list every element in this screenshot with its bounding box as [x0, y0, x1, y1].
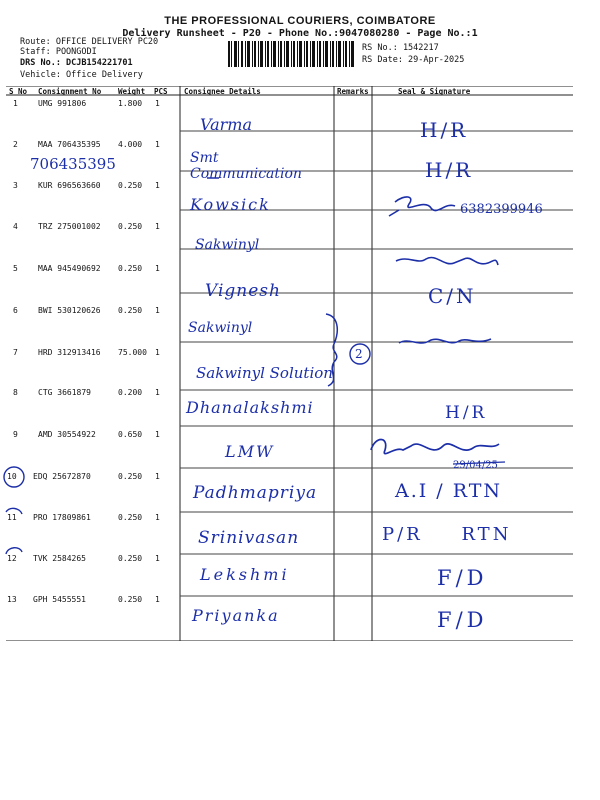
col-header-consignee: Consignee Details [184, 87, 261, 96]
staff-label: Staff: POONGODI [20, 47, 97, 57]
consignee-handwritten: Srinivasan [198, 528, 300, 548]
seal-phone-note: 6382399946 [460, 202, 543, 217]
row-weight: 0.250 [118, 595, 143, 604]
row-sno: 3 [13, 181, 18, 190]
row-consignment: CTG 3661879 [38, 388, 91, 397]
row-pcs: 1 [155, 306, 160, 315]
row-pcs: 1 [155, 348, 160, 357]
row-pcs: 1 [155, 554, 160, 563]
row-consignment: MAA 706435395 [38, 140, 101, 149]
row-pcs: 1 [155, 513, 160, 522]
consignee-handwritten: Lekshmi [200, 565, 290, 584]
handwritten-number-note: 706435395 [30, 155, 116, 173]
row-weight: 1.800 [118, 99, 143, 108]
row-consignment: PRO 17809861 [33, 513, 91, 522]
row-pcs: 1 [155, 181, 160, 190]
consignee-handwritten: Sakwinyl [188, 320, 253, 336]
seal-status: F/D [437, 608, 488, 632]
consignee-handwritten: Smt Communication [190, 150, 302, 182]
row-weight: 0.650 [118, 430, 143, 439]
row-consignment: EDQ 25672870 [33, 472, 91, 481]
consignee-handwritten: Varma [200, 115, 252, 134]
route-label: Route: OFFICE DELIVERY PC20 [20, 37, 159, 47]
bracket-annotation [320, 310, 380, 390]
row-consignment: MAA 945490692 [38, 264, 101, 273]
row-weight: 0.250 [118, 181, 143, 190]
consignee-handwritten: Kowsick [190, 195, 271, 214]
row-sno: 1 [13, 99, 18, 108]
circled-serial-marks [2, 462, 28, 572]
consignee-handwritten: Sakwinyl Solution [196, 364, 333, 382]
row-pcs: 1 [155, 264, 160, 273]
vehicle-label: Vehicle: Office Delivery [20, 70, 143, 80]
row-consignment: UMG 991806 [38, 99, 87, 108]
row-consignment: TRZ 275001002 [38, 222, 101, 231]
seal-status: H/R [420, 118, 469, 142]
col-header-seal: Seal & Signature [398, 87, 471, 96]
col-header-consignment: Consignment No [38, 87, 102, 96]
row-pcs: 1 [155, 430, 160, 439]
runsheet-subtitle: Delivery Runsheet - P20 - Phone No.:9047080280 - Page No.:1 [122, 28, 478, 39]
signature-scribble [365, 428, 515, 468]
row-pcs: 1 [155, 388, 160, 397]
row-consignment: BWI 530120626 [38, 306, 101, 315]
signature-scribble [385, 190, 465, 224]
row-weight: 0.250 [118, 264, 143, 273]
row-pcs: 1 [155, 222, 160, 231]
signature-scribble [392, 245, 502, 275]
seal-status: H/R [445, 403, 488, 423]
row-sno: 12 [7, 554, 17, 563]
row-pcs: 1 [155, 99, 160, 108]
seal-status: P/R RTN [382, 524, 512, 545]
row-weight: 0.250 [118, 306, 143, 315]
row-consignment: TVK 2584265 [33, 554, 86, 563]
row-weight: 0.250 [118, 472, 143, 481]
row-sno: 7 [13, 348, 18, 357]
row-pcs: 1 [155, 472, 160, 481]
row-weight: 0.200 [118, 388, 143, 397]
barcode [228, 41, 356, 67]
row-pcs: 1 [155, 595, 160, 604]
row-weight: 0.250 [118, 513, 143, 522]
company-title: THE PROFESSIONAL COURIERS, COIMBATORE [164, 15, 436, 27]
seal-status: A.I / RTN [395, 480, 503, 502]
row-consignment: GPH 5455551 [33, 595, 86, 604]
consignee-handwritten: Padhmapriya [193, 483, 318, 503]
seal-status: F/D [437, 566, 488, 590]
consignee-handwritten: Vignesh [205, 281, 281, 301]
row-weight: 0.250 [118, 222, 143, 231]
row-sno: 6 [13, 306, 18, 315]
signature-scribble [395, 325, 495, 355]
col-header-pcs: PCS [154, 87, 168, 96]
row-sno: 13 [7, 595, 17, 604]
seal-status: C/N [428, 284, 477, 308]
col-header-remarks: Remarks [337, 87, 369, 96]
row-sno: 8 [13, 388, 18, 397]
rs-number: RS No.: 1542217 [362, 43, 439, 53]
row-consignment: HRD 312913416 [38, 348, 101, 357]
row-sno: 5 [13, 264, 18, 273]
seal-status: H/R [425, 158, 474, 182]
circled-number: 2 [355, 347, 363, 361]
consignee-handwritten: Sakwinyl [195, 237, 260, 253]
row-sno: 9 [13, 430, 18, 439]
seal-date-note: 29/04/25 [453, 460, 498, 471]
col-header-sno: S No [9, 87, 28, 96]
row-sno: 10 [7, 472, 17, 481]
handwritten-underline [205, 168, 315, 186]
row-sno: 11 [7, 513, 17, 522]
consignee-handwritten: LMW [225, 442, 275, 461]
row-pcs: 1 [155, 140, 160, 149]
row-weight: 4.000 [118, 140, 143, 149]
row-sno: 2 [13, 140, 18, 149]
row-sno: 4 [13, 222, 18, 231]
row-weight: 0.250 [118, 554, 143, 563]
col-header-weight: Weight [118, 87, 146, 96]
drs-number: DRS No.: DCJB154221701 [20, 58, 133, 68]
rs-date: RS Date: 29-Apr-2025 [362, 55, 465, 65]
consignee-handwritten: Priyanka [192, 606, 280, 625]
row-consignment: AMD 30554922 [38, 430, 96, 439]
row-weight: 75.000 [118, 348, 147, 357]
row-consignment: KUR 696563660 [38, 181, 101, 190]
consignee-handwritten: Dhanalakshmi [186, 398, 314, 417]
